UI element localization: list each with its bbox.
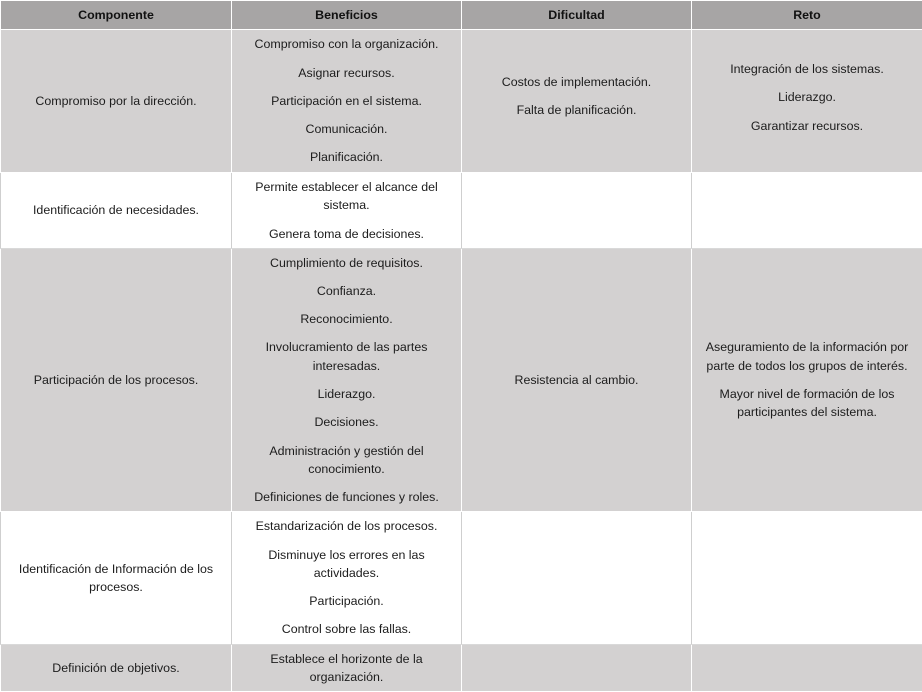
- beneficio-item: Planificación.: [240, 145, 453, 169]
- cell-componente: [1, 645, 232, 692]
- componente-text: Compromiso por la dirección.: [9, 89, 223, 113]
- header-beneficios: Beneficios: [232, 1, 462, 30]
- table-row: [1, 645, 922, 692]
- beneficio-item: Compromiso con la organización.: [240, 32, 453, 56]
- beneficio-item: Permite establecer el alcance del sistema.: [240, 175, 453, 218]
- cell-componente: [1, 173, 232, 249]
- header-componente: Componente: [1, 1, 232, 30]
- beneficio-item: Disminuye los errores en las actividades.: [240, 543, 453, 586]
- cell-reto: [692, 30, 922, 173]
- cell-reto: [692, 512, 922, 645]
- beneficio-item: Estandarización de los procesos.: [240, 514, 453, 538]
- cell-beneficios: [232, 30, 462, 173]
- beneficio-item: Control sobre las fallas.: [240, 617, 453, 641]
- beneficio-item: Definiciones de funciones y roles.: [240, 485, 453, 509]
- cell-reto: [692, 173, 922, 249]
- cell-reto: [692, 249, 922, 512]
- beneficio-item: Liderazgo.: [240, 382, 453, 406]
- beneficio-item: Reconocimiento.: [240, 307, 453, 331]
- cell-beneficios: [232, 249, 462, 512]
- cell-dificultad: [462, 173, 692, 249]
- componente-text: Participación de los procesos.: [9, 368, 223, 392]
- reto-item: Liderazgo.: [700, 85, 914, 109]
- cell-reto: [692, 645, 922, 692]
- cell-componente: [1, 249, 232, 512]
- beneficio-item: Confianza.: [240, 279, 453, 303]
- header-dificultad: Dificultad: [462, 1, 692, 30]
- beneficio-item: Asignar recursos.: [240, 61, 453, 85]
- componente-text: Identificación de Información de los procesos.: [9, 557, 223, 600]
- beneficio-item: Genera toma de decisiones.: [240, 222, 453, 246]
- componente-text: Definición de objetivos.: [9, 656, 223, 680]
- cell-dificultad: [462, 249, 692, 512]
- beneficio-item: Administración y gestión del conocimiento.: [240, 439, 453, 482]
- header-row: [1, 1, 922, 30]
- cell-dificultad: [462, 30, 692, 173]
- dificultad-item: Resistencia al cambio.: [470, 368, 683, 392]
- beneficio-item: Participación.: [240, 589, 453, 613]
- componente-text: Identificación de necesidades.: [9, 198, 223, 222]
- dificultad-item: Falta de planificación.: [470, 98, 683, 122]
- cell-componente: [1, 30, 232, 173]
- header-reto: Reto: [692, 1, 922, 30]
- cell-beneficios: [232, 173, 462, 249]
- beneficio-item: Involucramiento de las partes interesadas.: [240, 335, 453, 378]
- table-row: [1, 249, 922, 512]
- reto-item: Garantizar recursos.: [700, 114, 914, 138]
- beneficio-item: Cumplimiento de requisitos.: [240, 251, 453, 275]
- table-row: [1, 512, 922, 645]
- cell-dificultad: [462, 512, 692, 645]
- cell-dificultad: [462, 645, 692, 692]
- reto-item: Aseguramiento de la información por parte de todos los grupos de interés.: [700, 335, 914, 378]
- beneficio-item: Participación en el sistema.: [240, 89, 453, 113]
- cell-beneficios: [232, 512, 462, 645]
- reto-item: Integración de los sistemas.: [700, 57, 914, 81]
- cell-beneficios: [232, 645, 462, 692]
- table-row: [1, 30, 922, 173]
- cell-componente: [1, 512, 232, 645]
- dificultad-item: Costos de implementación.: [470, 70, 683, 94]
- beneficio-item: Comunicación.: [240, 117, 453, 141]
- beneficio-item: Establece el horizonte de la organización.: [240, 647, 453, 690]
- beneficio-item: Decisiones.: [240, 410, 453, 434]
- reto-item: Mayor nivel de formación de los participantes del sistema.: [700, 382, 914, 425]
- table-row: [1, 173, 922, 249]
